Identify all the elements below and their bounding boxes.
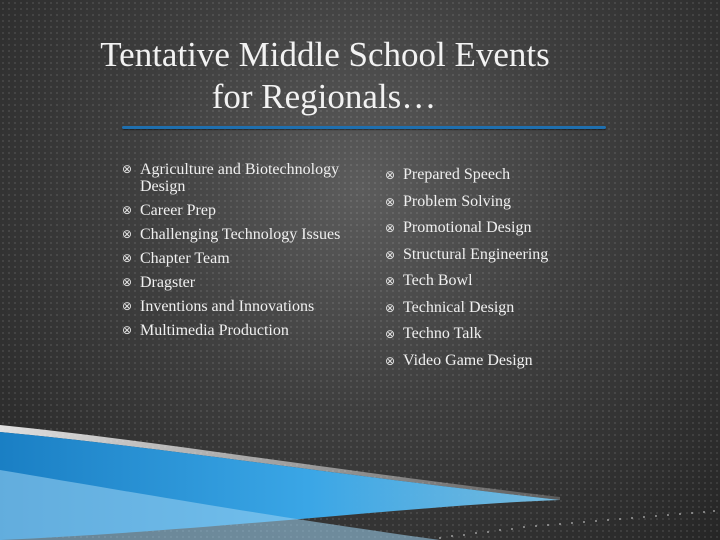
list-item-label: Problem Solving [403,192,512,210]
circled-bullet-icon: ⊗ [385,327,396,341]
circled-bullet-icon: ⊗ [385,247,396,262]
list-item-label: Techno Talk [403,325,482,342]
dotted-trail [439,510,715,539]
list-item-label: Structural Engineering [403,245,549,263]
list-item-label: Multimedia Production [140,322,289,339]
circled-bullet-icon: ⊗ [385,300,396,315]
list-item-label: Chapter Team [140,250,230,267]
list-item-label: Agriculture and Biotechnology Design [140,161,340,195]
circled-bullet-icon: ⊗ [385,274,396,288]
list-item-label: Prepared Speech [403,166,511,183]
list-item-label: Career Prep [140,202,216,219]
circled-bullet-icon: ⊗ [122,251,133,265]
circled-bullet-icon: ⊗ [122,299,133,313]
circled-bullet-icon: ⊗ [122,323,133,337]
list-item-label: Promotional Design [403,219,532,236]
slide-title-line2: for Regionals… [211,77,437,116]
list-item-label: Dragster [140,274,196,291]
list-item-label: Tech Bowl [403,272,473,289]
list-item-label: Technical Design [403,298,515,316]
circled-bullet-icon: ⊗ [122,275,133,289]
slide-title-line1: Tentative Middle School Events [100,35,550,74]
circled-bullet-icon: ⊗ [122,203,133,217]
list-item-label: Inventions and Innovations [140,298,315,315]
circled-bullet-icon: ⊗ [385,221,396,235]
circled-bullet-icon: ⊗ [122,162,133,176]
list-item-label: Video Game Design [403,351,533,369]
list-item-label: Challenging Technology Issues [140,226,341,243]
circled-bullet-icon: ⊗ [385,168,396,182]
circled-bullet-icon: ⊗ [122,227,133,241]
circled-bullet-icon: ⊗ [385,353,396,368]
circled-bullet-icon: ⊗ [385,194,396,209]
